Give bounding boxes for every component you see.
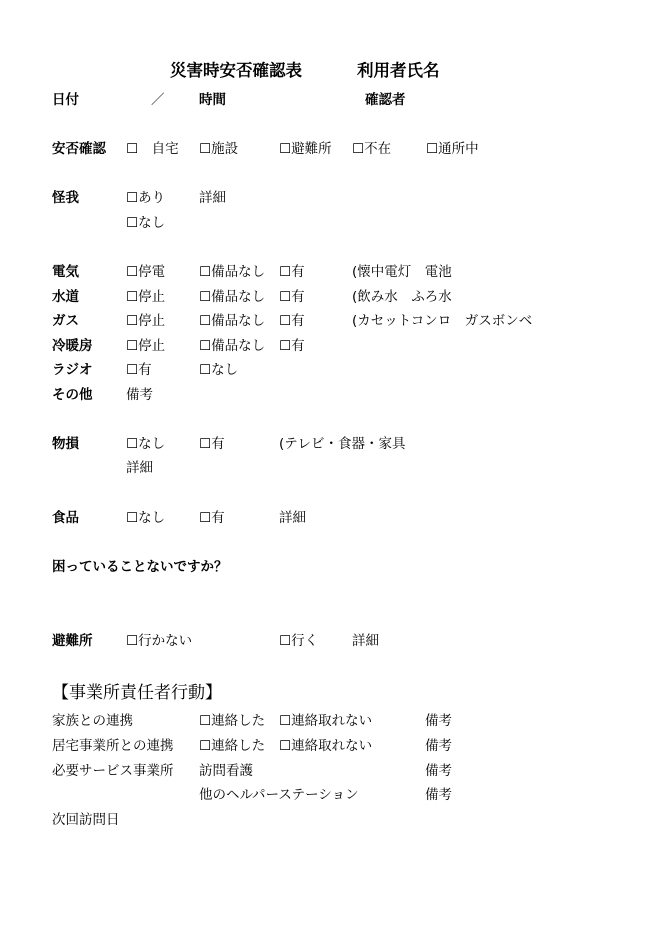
safety-option-home[interactable]: ☐ 自宅	[126, 141, 179, 157]
safety-option-shelter[interactable]: ☐避難所	[279, 141, 332, 157]
food-none-checkbox[interactable]: ☐なし	[126, 510, 166, 526]
office-row-contacted-care-office[interactable]: ☐連絡した	[199, 738, 266, 754]
office-row-contacted-family[interactable]: ☐連絡した	[199, 713, 266, 729]
date-slash: ／	[151, 92, 165, 108]
trouble-question: 困っていることないですか？	[52, 559, 228, 575]
office-section-heading: 【事業所責任者行動】	[52, 683, 222, 703]
utility-supply-gas[interactable]: ☐備品なし	[199, 313, 266, 329]
utility-label-electricity: 電気	[52, 264, 79, 280]
utility-status-water[interactable]: ☐停止	[126, 289, 166, 305]
utility-label-water: 水道	[52, 289, 79, 305]
office-row-label-services: 必要サービス事業所	[52, 763, 174, 779]
injury-detail-label: 詳細	[199, 190, 226, 206]
evacuation-go-checkbox[interactable]: ☐行く	[279, 633, 319, 649]
utility-supply-hvac[interactable]: ☐備品なし	[199, 338, 266, 354]
evacuation-label: 避難所	[52, 633, 93, 649]
utility-supply-water[interactable]: ☐備品なし	[199, 289, 266, 305]
utility-status-gas[interactable]: ☐停止	[126, 313, 166, 329]
office-row-unreachable-family[interactable]: ☐連絡取れない	[279, 713, 373, 729]
damage-detail-label: 詳細	[126, 460, 153, 476]
safety-option-daycare[interactable]: ☐通所中	[426, 141, 479, 157]
user-name-label: 利用者氏名	[357, 61, 440, 80]
checker-label: 確認者	[365, 92, 406, 108]
utility-note-electricity: (懐中電灯 電池	[352, 264, 452, 280]
office-row-unreachable-care-office[interactable]: ☐連絡取れない	[279, 738, 373, 754]
utility-note-gas: (カセットコンロ ガスボンベ	[352, 313, 533, 329]
other-note-label: 備考	[126, 387, 153, 403]
time-label: 時間	[199, 92, 226, 108]
damage-have-checkbox[interactable]: ☐有	[199, 436, 225, 452]
radio-label: ラジオ	[52, 362, 93, 378]
utility-supply-electricity[interactable]: ☐備品なし	[199, 264, 266, 280]
safety-option-facility[interactable]: ☐施設	[199, 141, 239, 157]
form-title: 災害時安否確認表	[170, 61, 302, 80]
food-have-checkbox[interactable]: ☐有	[199, 510, 225, 526]
radio-none-checkbox[interactable]: ☐なし	[199, 362, 239, 378]
office-row-label-care-office: 居宅事業所との連携	[52, 738, 174, 754]
injury-label: 怪我	[52, 190, 79, 206]
office-row-note-family: 備考	[425, 713, 452, 729]
injury-no-checkbox[interactable]: ☐なし	[126, 215, 166, 231]
utility-have-gas[interactable]: ☐有	[279, 313, 305, 329]
utility-have-hvac[interactable]: ☐有	[279, 338, 305, 354]
damage-items-note: (テレビ・食器・家具	[279, 436, 406, 452]
utility-have-electricity[interactable]: ☐有	[279, 264, 305, 280]
evacuation-detail-label: 詳細	[352, 633, 379, 649]
office-row-note-services: 備考	[425, 763, 452, 779]
damage-none-checkbox[interactable]: ☐なし	[126, 436, 166, 452]
other-label: その他	[52, 387, 93, 403]
office-row-label-family: 家族との連携	[52, 713, 133, 729]
evacuation-not-go-checkbox[interactable]: ☐行かない	[126, 633, 193, 649]
office-row-note-care-office: 備考	[425, 738, 452, 754]
safety-label: 安否確認	[52, 141, 106, 157]
utility-status-electricity[interactable]: ☐停電	[126, 264, 166, 280]
utility-note-water: (飲み水 ふろ水	[352, 289, 452, 305]
radio-have-checkbox[interactable]: ☐有	[126, 362, 152, 378]
food-label: 食品	[52, 510, 79, 526]
date-label: 日付	[52, 92, 79, 108]
office-row-visiting-nursing: 訪問看護	[199, 763, 253, 779]
next-visit-label: 次回訪問日	[52, 812, 120, 828]
food-detail-label: 詳細	[279, 510, 306, 526]
damage-label: 物損	[52, 436, 79, 452]
office-row-other-helper-station: 他のヘルパーステーション	[199, 787, 359, 803]
utility-status-hvac[interactable]: ☐停止	[126, 338, 166, 354]
office-row-note-helper: 備考	[425, 787, 452, 803]
utility-label-gas: ガス	[52, 313, 79, 329]
utility-label-hvac: 冷暖房	[52, 338, 93, 354]
injury-yes-checkbox[interactable]: ☐あり	[126, 190, 166, 206]
utility-have-water[interactable]: ☐有	[279, 289, 305, 305]
safety-option-absent[interactable]: ☐不在	[352, 141, 392, 157]
